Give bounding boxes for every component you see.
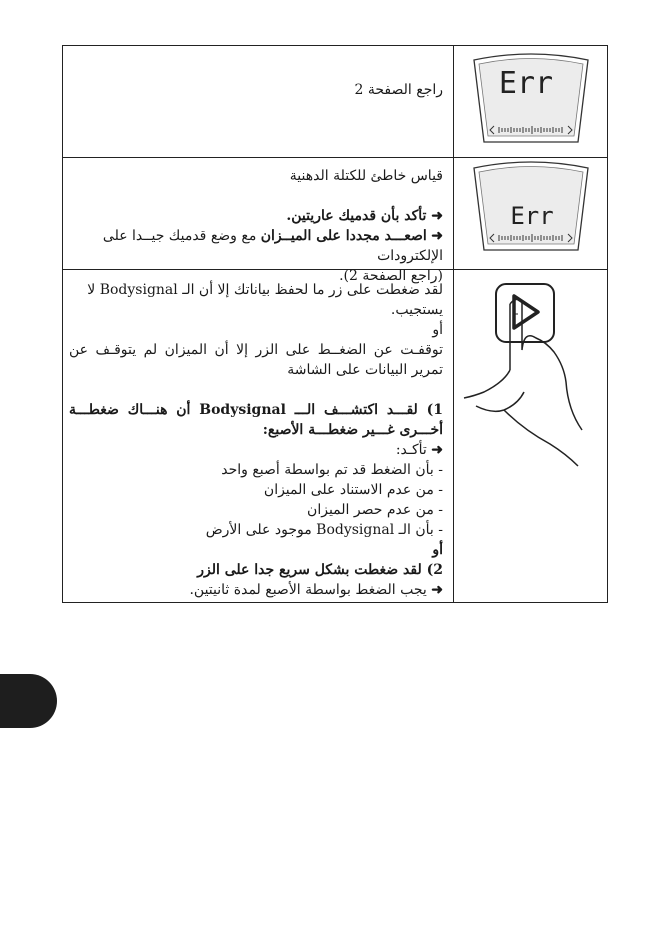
troubleshooting-table: [62, 45, 608, 603]
chapter-tab-marker: [0, 674, 57, 728]
hold-instruction: ➜ يجب الضغط بواسطة الأصبع لمدة ثانيتين.: [189, 582, 443, 598]
check-item: - بأن الضغط قد تم بواسطة أصبع واحد: [221, 462, 443, 478]
table-row: [63, 270, 607, 602]
table-row: [63, 46, 607, 158]
problem-scroll: توقفـت عن الضغــط على الزر إلا أن الميزان لم يتوقـف عن تمرير البيانات على الشاشة: [69, 342, 443, 378]
scale-display-err-icon: [454, 46, 608, 158]
row-image-cell: [453, 158, 607, 269]
see-page-text: راجع الصفحة 2: [354, 82, 443, 98]
instruction-step-again: ➜ اصعـــد مجددا على الميــزان مع وضع قدميك جيــدا على الإلكترودات: [102, 228, 443, 264]
table-row: [63, 158, 607, 284]
check-item: - من عدم الاستناد على الميزان: [263, 482, 443, 498]
row-text-cell: [63, 270, 453, 602]
row-image-cell: [453, 270, 607, 602]
arrow-icon: ➜: [431, 582, 443, 598]
or-separator: أو: [432, 542, 443, 558]
arrow-icon: ➜: [431, 208, 443, 224]
page-reference: (راجع الصفحة 2).: [339, 268, 443, 284]
arrow-icon: ➜: [431, 442, 443, 458]
err-display-text: Err: [498, 66, 554, 101]
check-item: - بأن الـ Bodysignal موجود على الأرض: [205, 522, 443, 538]
scale-display-err-icon: [454, 158, 608, 270]
problem-no-response: لقد ضغطت على زر ما لحفظ بياناتك إلا أن الـ Bodysignal لا يستجيب.: [87, 282, 443, 318]
error-title: قياس خاطئ للكتلة الدهنية: [289, 168, 443, 184]
or-separator: أو: [432, 322, 443, 338]
err-display-text: Err: [510, 202, 554, 230]
finger-press-button-icon: [454, 270, 608, 602]
row-text-cell: [63, 158, 453, 284]
cause-2-heading: 2) لقد ضغطت بشكل سريع جدا على الزر: [197, 562, 443, 578]
row-image-cell: [453, 46, 607, 157]
confirm-line: ➜ تأكـد:: [395, 442, 443, 458]
instruction-bare-feet: ➜ تأكد بأن قدميك عاريتين.: [286, 208, 443, 224]
cause-1-heading: 1) لقـــد اكتشـــف الـــ Bodysignal أن هنـــاك ضغطـــة أخـــرى غـــير ضغطـــة الأصبع:: [69, 402, 443, 438]
row-text-cell: [63, 46, 453, 157]
arrow-icon: ➜: [431, 228, 443, 244]
check-item: - من عدم حصر الميزان: [307, 502, 443, 518]
